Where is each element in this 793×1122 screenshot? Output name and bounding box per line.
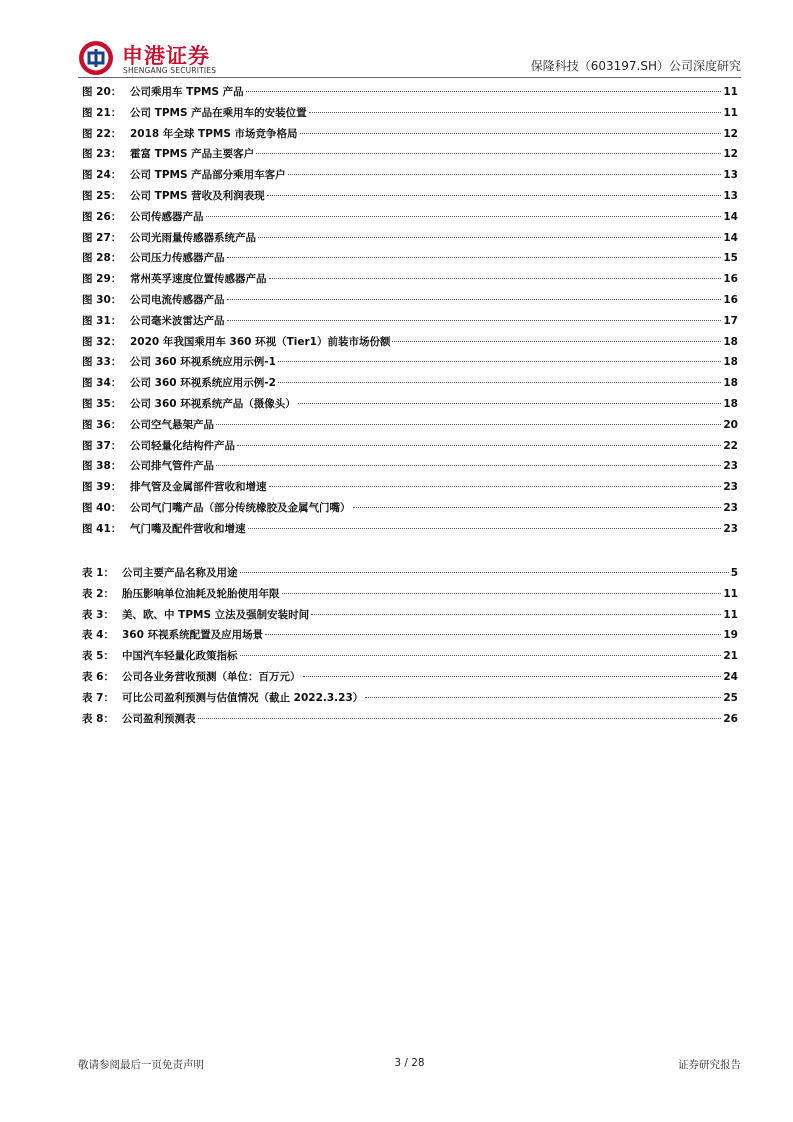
entry-title: 公司各业务营收预测（单位：百万元） <box>122 670 301 683</box>
table-toc-entry[interactable] <box>82 688 738 709</box>
entry-label: 图 40： <box>82 501 122 514</box>
entry-label: 图 27： <box>82 231 122 244</box>
dot-leader <box>311 614 721 615</box>
dot-leader <box>278 361 721 362</box>
entry-title: 气门嘴及配件营收和增速 <box>130 522 246 535</box>
entry-title: 胎压影响单位油耗及轮胎使用年限 <box>122 587 280 600</box>
entry-page: 23 <box>723 460 738 473</box>
figure-toc-entry[interactable] <box>82 82 738 103</box>
entry-page: 12 <box>723 127 738 140</box>
entry-label: 图 34： <box>82 377 122 390</box>
entry-page: 13 <box>723 189 738 202</box>
figure-toc-entry[interactable] <box>82 519 738 540</box>
entry-page: 20 <box>723 418 738 431</box>
table-list <box>82 563 738 729</box>
shengang-logo-icon <box>78 40 114 76</box>
figure-toc-entry[interactable] <box>82 498 738 519</box>
entry-page: 25 <box>723 691 738 704</box>
entry-title: 公司 360 环视系统产品（摄像头） <box>130 397 296 410</box>
entry-page: 12 <box>723 148 738 161</box>
entry-page: 5 <box>730 567 738 579</box>
entry-page: 14 <box>723 210 738 223</box>
dot-leader <box>206 216 722 217</box>
table-toc-entry[interactable] <box>82 667 738 688</box>
entry-label: 图 38： <box>82 460 122 473</box>
entry-label: 图 37： <box>82 439 122 452</box>
entry-label: 图 24： <box>82 169 122 182</box>
dot-leader <box>216 465 721 466</box>
dot-leader <box>269 486 722 487</box>
entry-label: 表 6： <box>82 670 114 683</box>
entry-label: 图 31： <box>82 314 122 327</box>
figure-toc-entry[interactable] <box>82 269 738 290</box>
entry-label: 图 39： <box>82 481 122 494</box>
figure-toc-entry[interactable] <box>82 394 738 415</box>
entry-title: 公司 360 环视系统应用示例-2 <box>130 377 276 390</box>
figure-toc-entry[interactable] <box>82 332 738 353</box>
entry-title: 美、欧、中 TPMS 立法及强制安装时间 <box>122 608 310 621</box>
entry-page: 18 <box>723 335 738 348</box>
brand-name: 申港证券 <box>122 44 210 68</box>
figure-toc-entry[interactable] <box>82 415 738 436</box>
entry-label: 图 32： <box>82 335 122 348</box>
entry-label: 图 36： <box>82 418 122 431</box>
table-toc-entry[interactable] <box>82 563 738 584</box>
figure-toc-entry[interactable] <box>82 436 738 457</box>
entry-page: 23 <box>723 481 738 494</box>
table-toc-entry[interactable] <box>82 584 738 605</box>
dot-leader <box>237 445 721 446</box>
figure-list <box>82 82 738 540</box>
figure-toc-entry[interactable] <box>82 373 738 394</box>
figure-toc-entry[interactable] <box>82 103 738 124</box>
dot-leader <box>248 528 722 529</box>
figure-toc-entry[interactable] <box>82 311 738 332</box>
entry-title: 公司 360 环视系统应用示例-1 <box>130 356 276 369</box>
entry-page: 13 <box>723 169 738 182</box>
header-divider <box>78 77 741 78</box>
report-title: 保隆科技（603197.SH）公司深度研究 <box>530 59 741 73</box>
entry-page: 22 <box>723 439 738 452</box>
entry-page: 11 <box>723 608 738 621</box>
entry-label: 图 30： <box>82 293 122 306</box>
dot-leader <box>227 299 722 300</box>
entry-title: 公司传感器产品 <box>130 210 204 223</box>
entry-label: 图 29： <box>82 273 122 286</box>
entry-page: 11 <box>723 587 738 600</box>
entry-title: 可比公司盈利预测与估值情况（截止 2022.3.23） <box>122 691 364 704</box>
table-toc-entry[interactable] <box>82 605 738 626</box>
dot-leader <box>227 257 722 258</box>
entry-page: 23 <box>723 522 738 535</box>
entry-label: 图 20： <box>82 86 122 98</box>
entry-page: 16 <box>723 273 738 286</box>
dot-leader <box>227 320 722 321</box>
figure-toc-entry[interactable] <box>82 165 738 186</box>
figure-toc-entry[interactable] <box>82 248 738 269</box>
dot-leader <box>278 382 721 383</box>
figure-toc-entry[interactable] <box>82 477 738 498</box>
entry-title: 霍富 TPMS 产品主要客户 <box>130 148 255 161</box>
entry-title: 排气管及金属部件营收和增速 <box>130 481 267 494</box>
table-toc-entry[interactable] <box>82 625 738 646</box>
dot-leader <box>298 403 722 404</box>
dot-leader <box>240 572 729 573</box>
entry-title: 2020 年我国乘用车 360 环视（Tier1）前装市场份额 <box>130 335 391 348</box>
dot-leader <box>267 195 722 196</box>
entry-title: 360 环视系统配置及应用场景 <box>122 629 264 642</box>
dot-leader <box>288 174 722 175</box>
entry-title: 公司乘用车 TPMS 产品 <box>130 86 244 98</box>
entry-title: 公司压力传感器产品 <box>130 252 225 265</box>
entry-title: 公司空气悬架产品 <box>130 418 214 431</box>
entry-title: 公司气门嘴产品（部分传统橡胶及金属气门嘴） <box>130 501 351 514</box>
entry-title: 公司主要产品名称及用途 <box>122 567 238 579</box>
page-header <box>0 0 793 80</box>
brand-name-en: SHENGANG SECURITIES <box>123 66 217 75</box>
entry-title: 常州英孚速度位置传感器产品 <box>130 273 267 286</box>
entry-page: 14 <box>723 231 738 244</box>
dot-leader <box>353 507 722 508</box>
entry-title: 公司盈利预测表 <box>122 712 196 725</box>
entry-label: 表 3： <box>82 608 114 621</box>
entry-title: 公司 TPMS 产品在乘用车的安装位置 <box>130 106 307 119</box>
entry-label: 表 7： <box>82 691 114 704</box>
dot-leader <box>216 424 721 425</box>
entry-page: 19 <box>723 629 738 642</box>
dot-leader <box>246 91 722 92</box>
figure-toc-entry[interactable] <box>82 352 738 373</box>
dot-leader <box>258 237 721 238</box>
document-type: 证券研究报告 <box>678 1059 741 1071</box>
figure-toc-entry[interactable] <box>82 290 738 311</box>
entry-title: 公司光雨量传感器系统产品 <box>130 231 256 244</box>
entry-page: 11 <box>723 106 738 119</box>
disclaimer-note: 敬请参阅最后一页免责声明 <box>78 1059 204 1071</box>
entry-title: 公司毫米波雷达产品 <box>130 314 225 327</box>
entry-label: 图 26： <box>82 210 122 223</box>
entry-label: 图 23： <box>82 148 122 161</box>
dot-leader <box>265 634 721 635</box>
entry-label: 图 21： <box>82 106 122 119</box>
entry-label: 表 4： <box>82 629 114 642</box>
dot-leader <box>303 676 722 677</box>
entry-label: 图 25： <box>82 189 122 202</box>
dot-leader <box>300 133 722 134</box>
dot-leader <box>256 153 721 154</box>
figure-toc-entry[interactable] <box>82 124 738 145</box>
entry-page: 26 <box>723 712 738 725</box>
page-number: 3 / 28 <box>394 1057 425 1069</box>
dot-leader <box>309 112 722 113</box>
dot-leader <box>365 697 721 698</box>
table-toc-entry[interactable] <box>82 709 738 730</box>
dot-leader <box>282 593 722 594</box>
figure-toc-entry[interactable] <box>82 186 738 207</box>
entry-label: 图 22： <box>82 127 122 140</box>
entry-page: 17 <box>723 314 738 327</box>
entry-label: 表 8： <box>82 712 114 725</box>
dot-leader <box>392 341 721 342</box>
figure-toc-entry[interactable] <box>82 456 738 477</box>
entry-label: 表 2： <box>82 587 114 600</box>
entry-title: 2018 年全球 TPMS 市场竞争格局 <box>130 127 298 140</box>
dot-leader <box>198 718 722 719</box>
table-toc-entry[interactable] <box>82 646 738 667</box>
entry-page: 18 <box>723 356 738 369</box>
dot-leader <box>240 655 722 656</box>
entry-page: 18 <box>723 377 738 390</box>
entry-page: 23 <box>723 501 738 514</box>
entry-label: 图 35： <box>82 397 122 410</box>
entry-label: 图 41： <box>82 522 122 535</box>
entry-label: 表 5： <box>82 650 114 663</box>
entry-page: 15 <box>723 252 738 265</box>
entry-label: 图 28： <box>82 252 122 265</box>
entry-title: 公司轻量化结构件产品 <box>130 439 235 452</box>
entry-title: 公司 TPMS 营收及利润表现 <box>130 189 265 202</box>
entry-page: 16 <box>723 293 738 306</box>
entry-title: 公司 TPMS 产品部分乘用车客户 <box>130 169 286 182</box>
entry-page: 24 <box>723 670 738 683</box>
figure-toc-entry[interactable] <box>82 228 738 249</box>
figure-toc-entry[interactable] <box>82 207 738 228</box>
entry-title: 公司电流传感器产品 <box>130 293 225 306</box>
entry-page: 18 <box>723 397 738 410</box>
entry-label: 表 1： <box>82 567 114 579</box>
entry-label: 图 33： <box>82 356 122 369</box>
figure-toc-entry[interactable] <box>82 144 738 165</box>
entry-title: 中国汽车轻量化政策指标 <box>122 650 238 663</box>
dot-leader <box>269 278 722 279</box>
entry-title: 公司排气管件产品 <box>130 460 214 473</box>
entry-page: 21 <box>723 650 738 663</box>
entry-page: 11 <box>723 86 738 98</box>
